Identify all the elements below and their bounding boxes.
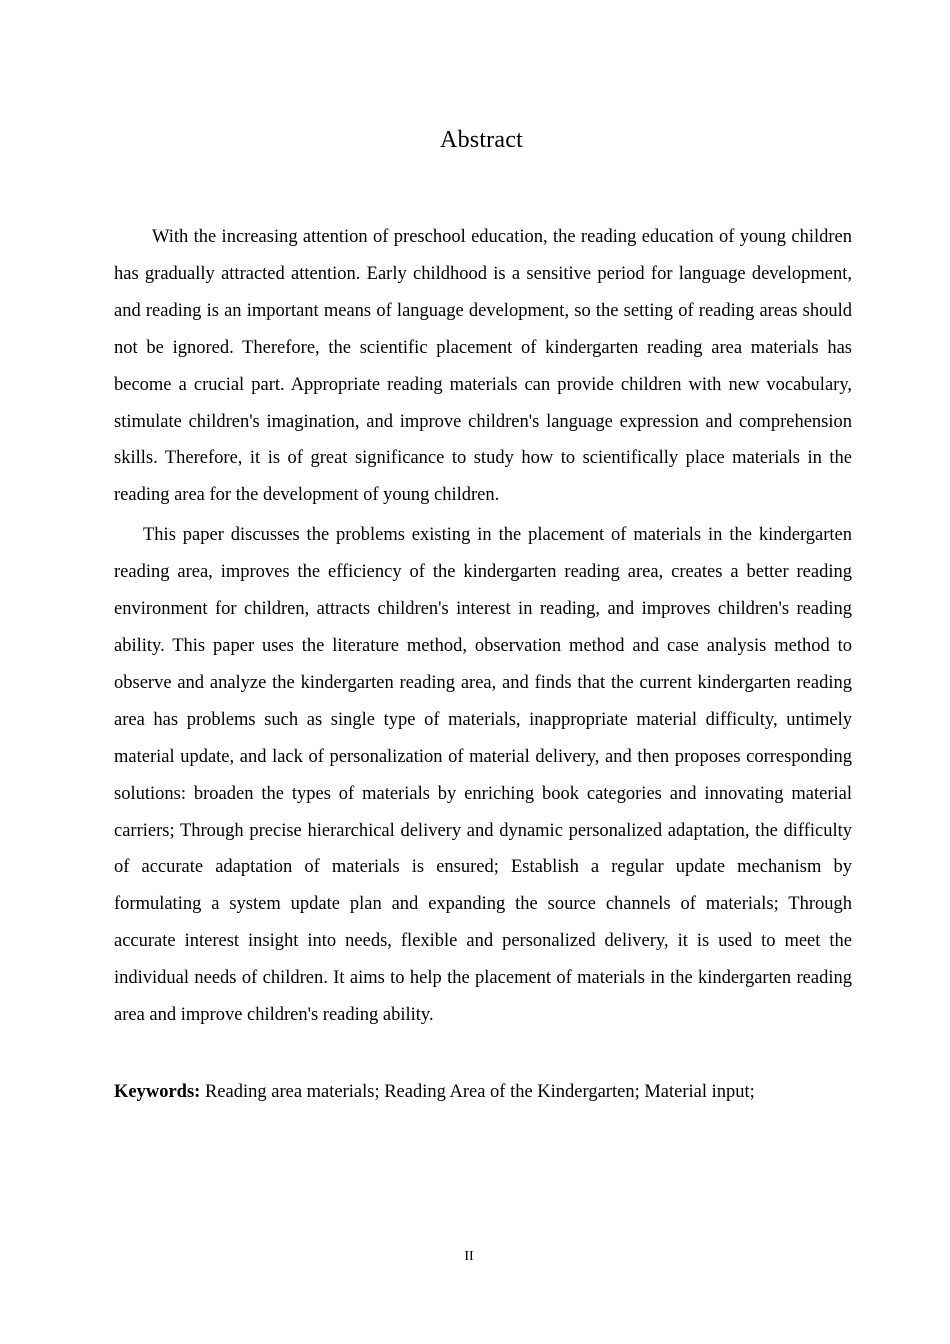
keywords-line — [114, 1076, 852, 1108]
abstract-paragraph-1: With the increasing attention of preschool education, the reading education of young children has gradually attracted attention. Early childhood is a sensitive period for language development, and reading is an important means of language development, so the setting of reading areas should not be ignored. Therefore, the scientific placement of kindergarten reading area materials has become a crucial part. Appropriate reading materials can provide children with new vocabulary, stimulate children's imagination, and improve children's language expression and comprehension skills. Therefore, it is of great significance to study how to scientifically place materials in the reading area for the development of young children. — [114, 227, 852, 506]
abstract-paragraph-2: This paper discusses the problems existing in the placement of materials in the kindergarten reading area, improves the efficiency of the kindergarten reading area, creates a better reading environment for children, attracts children's interest in reading, and improves children's reading ability. This paper uses the literature method, observation method and case analysis method to observe and analyze the kindergarten reading area, and finds that the current kindergarten reading area has problems such as single type of materials, inappropriate material difficulty, untimely material update, and lack of personalization of material delivery, and then proposes corresponding solutions: broaden the types of materials by enriching book categories and innovating material carriers; Through precise hierarchical delivery and dynamic personalized adaptation, the difficulty of accurate adaptation of materials is ensured; Establish a regular update mechanism by formulating a system update plan and expanding the source channels of materials; Through accurate interest insight into needs, flexible and personalized delivery, it is used to meet the individual needs of children. It aims to help the placement of materials in the kindergarten reading area and improve children's reading ability. — [114, 525, 852, 1026]
keywords-text: Reading area materials; Reading Area of the Kindergarten; Material input; — [200, 1082, 755, 1102]
page-number: II — [464, 1249, 474, 1264]
keywords-label: Keywords: — [114, 1082, 201, 1102]
abstract-body — [114, 219, 852, 1034]
abstract-title: Abstract — [440, 127, 523, 153]
